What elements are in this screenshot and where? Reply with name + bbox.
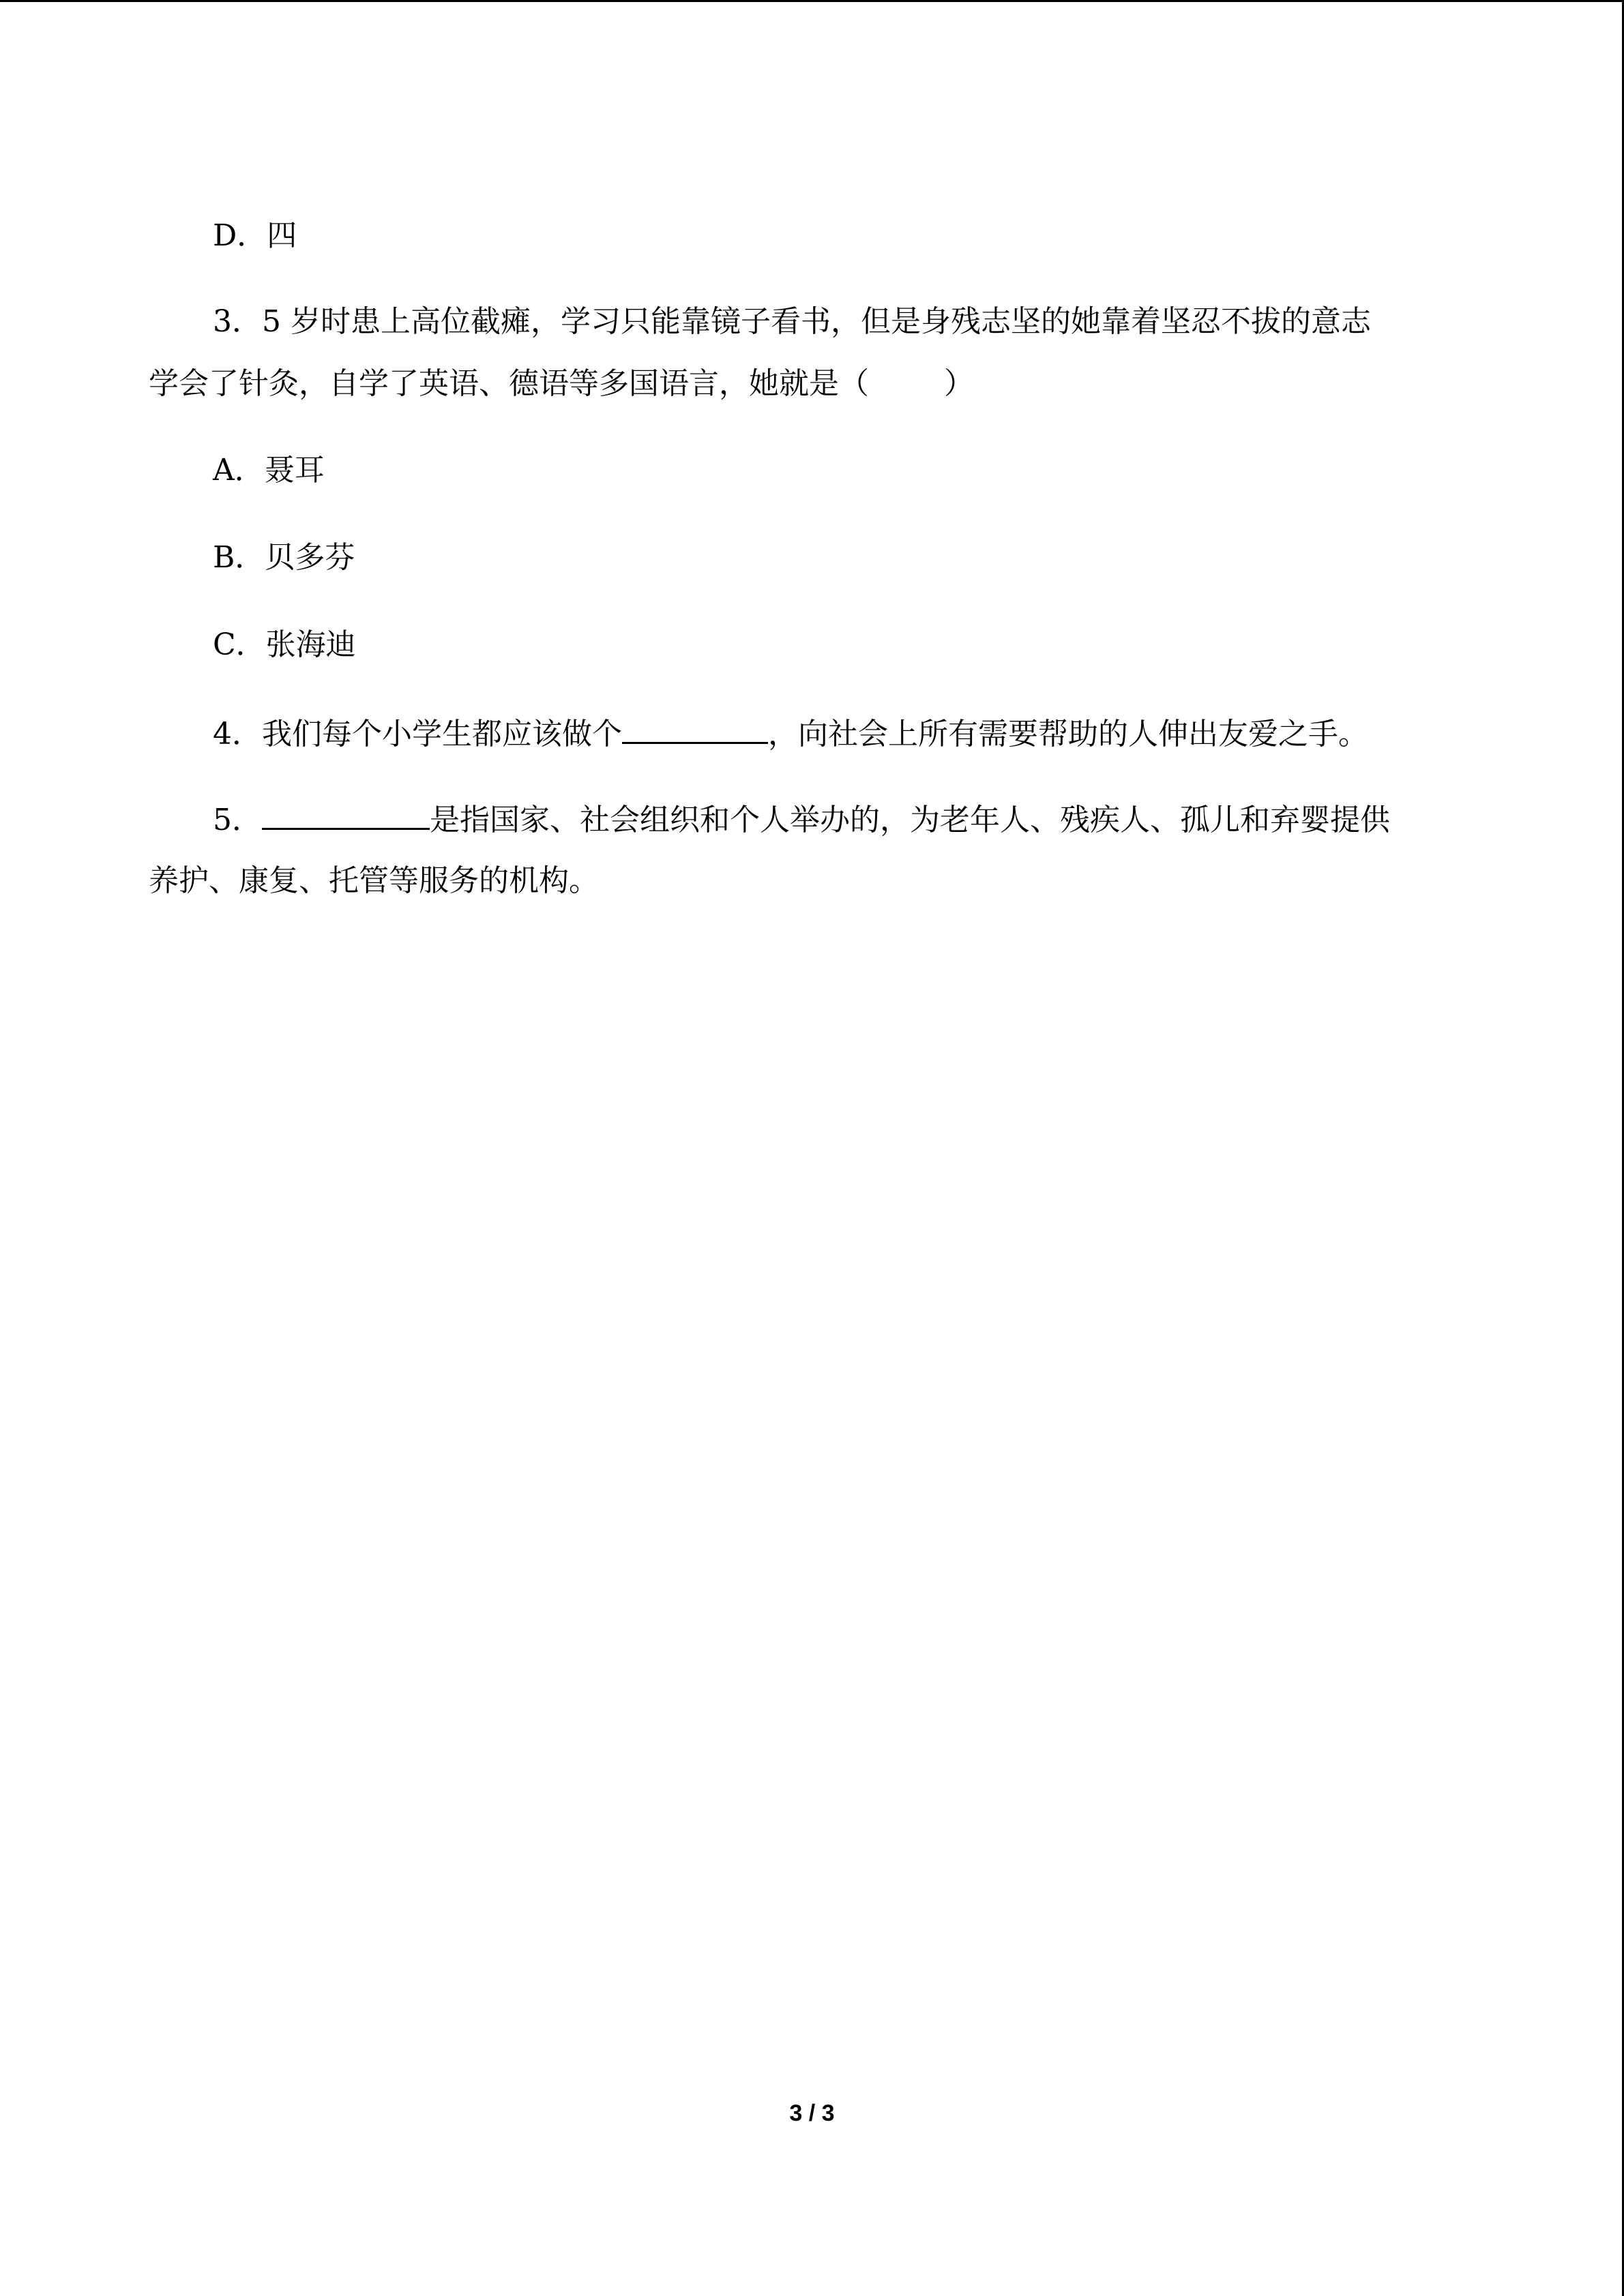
fill-in-blank — [262, 798, 430, 830]
question-4 — [213, 712, 1550, 755]
option-text: 四 — [267, 218, 297, 253]
question-5-line-1 — [213, 798, 1550, 841]
page-number: 3 / 3 — [789, 2100, 835, 2126]
question-3-line-2 — [149, 363, 1486, 404]
option-d — [213, 215, 1550, 256]
option-label: A． — [213, 453, 265, 488]
option-b — [213, 537, 1550, 578]
option-text: 张海迪 — [265, 627, 356, 662]
question-3-line-1: 3．5 岁时患上高位截瘫，学习只能靠镜子看书，但是身残志坚的她靠着坚忍不拔的意志 — [213, 304, 1371, 339]
question-5-text: 是指国家、社会组织和个人举办的，为老年人、残疾人、孤儿和弃婴提供 — [430, 803, 1390, 837]
option-label: D． — [213, 218, 267, 253]
question-4-suffix: ，向社会上所有需要帮助的人伸出友爱之手。 — [768, 717, 1368, 751]
page-top-border — [0, 0, 1624, 2]
fill-in-blank — [622, 712, 768, 744]
option-text: 贝多芬 — [265, 540, 355, 575]
option-label: B． — [213, 540, 265, 575]
closing-paren: ） — [944, 366, 974, 401]
question-5-line-2: 养护、康复、托管等服务的机构。 — [149, 863, 599, 898]
option-c — [213, 625, 1550, 666]
option-label: C． — [213, 627, 266, 662]
option-a — [213, 450, 1550, 491]
question-3-text: 学会了针灸，自学了英语、德语等多国语言，她就是（ — [149, 366, 869, 401]
option-text: 聂耳 — [264, 453, 325, 488]
question-5-number: 5． — [213, 803, 262, 837]
question-4-prefix: 4．我们每个小学生都应该做个 — [213, 717, 622, 751]
